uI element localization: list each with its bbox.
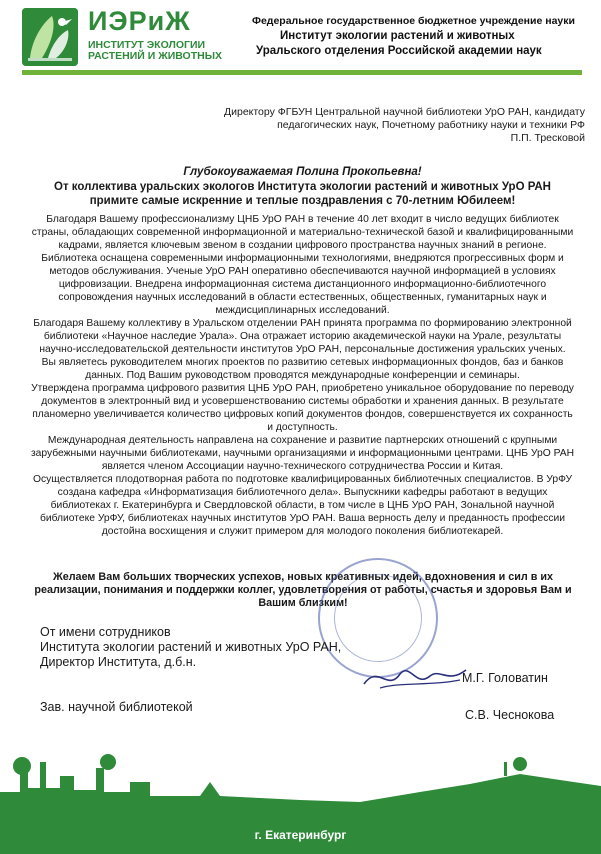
letter-body — [30, 213, 575, 538]
body-paragraph-5: Международная деятельность направлена на сохранение и развитие партнерских отношений с крупными зарубежными научными библиотеками, научными организациями и информационными центрами. ЦНБ УрО РАН является членом Ассоциации научно-технического сотрудничества России и Китая. — [30, 435, 575, 472]
signatory-block — [40, 625, 360, 670]
intro-line-2: примите самые искренние и теплые поздравления с 70-летним Юбилеем! — [89, 195, 516, 207]
body-paragraph-1: Благодаря Вашему профессионализму ЦНБ УрО РАН в течение 40 лет входит в число ведущих библиотек страны, обладающих современной информационной и материально-технической базой и квалифицированными кадрами, является ключевым звеном в создании цифрового пространства научных знаний в регионе. Библиотека оснащена современными информационными технологиями, внедряются прогрессивных форм и методов обслуживания. Ученые УрО РАН оперативно обеспечиваются научной информацией в условиях цифровизации. Внедрена информационная система дистанционного информационно-библиотечного сопровождения научных исследований в области естественных, общественных, гуманитарных наук и междисциплинарных исследований. — [31, 214, 574, 316]
institute-logo — [22, 8, 78, 66]
wishes-paragraph: Желаем Вам больших творческих успехов, новых креативных идей, вдохновения и сил в их реализации, понимания и поддержки коллег, удовлетворения от работы, счастья и здоровья Вам и Вашим близким! — [34, 571, 572, 609]
body-paragraph-3: Вы являетесь руководителем многих проектов по развитию сетевых информационных фондов, баз и банков данных. Под Вашим руководством проводятся международные конференции и семинары. — [41, 357, 564, 381]
logo-subtitle-line-1: ИНСТИТУТ ЭКОЛОГИИ — [88, 39, 206, 51]
logo-title: ИЭРиЖ — [88, 6, 191, 36]
recipient-block — [175, 106, 585, 145]
signatory-line-1: От имени сотрудников — [40, 625, 171, 639]
organization-name — [252, 14, 575, 59]
signatory-line-2: Института экологии растений и животных УрО РАН, — [40, 640, 342, 654]
org-line-2: Институт экологии растений и животных — [280, 30, 515, 42]
signatory-line-3: Директор Института, д.б.н. — [40, 655, 197, 669]
recipient-line-1: Директору ФГБУН Центральной научной библиотеки УрО РАН, кандидату — [224, 106, 585, 118]
letterhead — [0, 0, 601, 92]
header-divider — [22, 70, 582, 75]
intro-line-1: От коллектива уральских экологов Института экологии растений и животных УрО РАН — [54, 181, 551, 193]
salutation: Глубокоуважаемая Полина Прокопьевна! — [183, 166, 422, 178]
congratulation-intro — [20, 180, 585, 208]
recipient-line-2: педагогических наук, Почетному работнику науки и техники РФ — [277, 119, 585, 131]
org-line-1: Федеральное государственное бюджетное учреждение науки — [252, 15, 575, 27]
body-paragraph-6: Осуществляется плодотворная работа по подготовке квалифицированных библиотечных специалистов. В УрФУ создана кафедра «Информатизация библиотечного дела». Выпускники кафедры работают в ведущих библиотеках г. Екатеринбурга и Свердловской области, в том числе в ЦНБ УрО РАН, Зональной научной библиотеке УрФУ, библиотеках научных институтов УрО РАН. Ваша верность делу и преданность профессии достойна восхищения и служит примером для молодого поколения библиотекарей. — [32, 474, 573, 537]
logo-subtitle — [88, 40, 222, 62]
org-line-3: Уральского отделения Российской академии наук — [256, 45, 542, 57]
logo-subtitle-line-2: РАСТЕНИЙ И ЖИВОТНЫХ — [88, 50, 223, 62]
body-paragraph-4: Утверждена программа цифрового развития ЦНБ УрО РАН, приобретено уникальное оборудование по переводу документов в электронный вид и усовершенствованию системы обработки и хранения данных. В результате планомерно увеличивается количество цифровых копий документов фондов, совершенствуется их сохранность и доступность. — [31, 383, 574, 433]
director-name: М.Г. Головатин — [462, 671, 548, 685]
librarian-title: Зав. научной библиотекой — [40, 700, 193, 714]
tree-bird-icon — [22, 8, 78, 66]
recipient-line-3: П.П. Тресковой — [510, 132, 585, 144]
librarian-name: С.В. Чеснокова — [465, 708, 555, 722]
footer-city: г. Екатеринбург — [254, 828, 347, 842]
body-paragraph-2: Благодаря Вашему коллективу в Уральском отделении РАН принята программа по формированию электронной библиотеки «Научное наследие Урала». Она отражает историю академической науки на Урале, результаты научно-исследовательской деятельности институтов УрО РАН, персональные достижения уральских ученых. — [33, 318, 572, 355]
handwritten-signature — [360, 658, 470, 694]
